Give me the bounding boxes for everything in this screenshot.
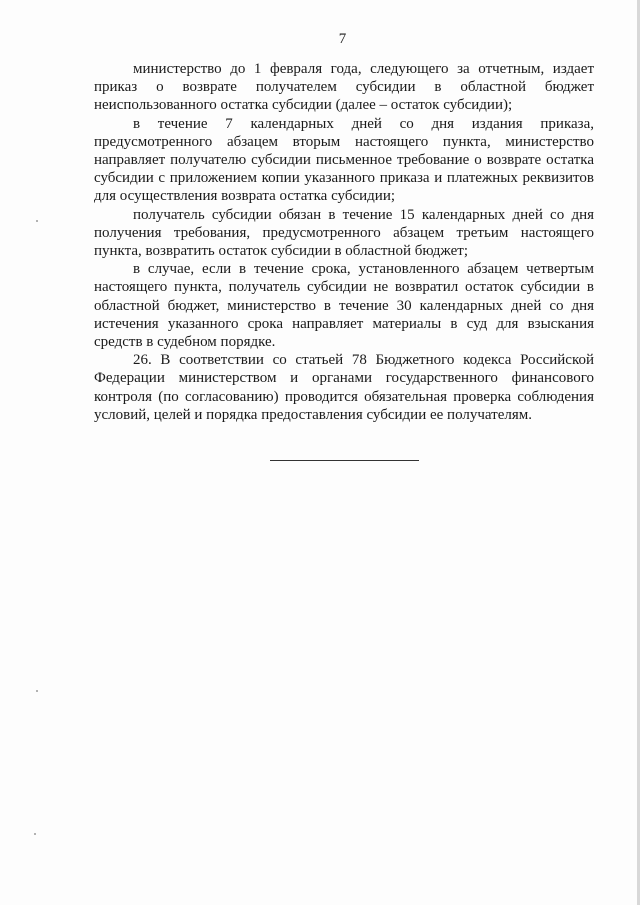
paragraph-written-demand: в течение 7 календарных дней со дня издания приказа, предусмотренного абзацем вторым настоящего пункта, министерство направляет получателю субсидии письменное требование о возврате остатка субсидии с приложением копии указанного приказа и платежных реквизитов для осуществления возврата остатка субсидии; [94, 115, 594, 205]
document-body [94, 60, 594, 424]
scan-speck [36, 690, 38, 692]
paragraph-item-26: 26. В соответствии со статьей 78 Бюджетного кодекса Российской Федерации министерством и органами государственного финансового контроля (по согласованию) проводится обязательная проверка соблюдения условий, целей и порядка предоставления субсидии ее получателям. [94, 352, 594, 423]
paragraph-court-recovery: в случае, если в течение срока, установленного абзацем четвертым настоящего пункта, получатель субсидии не возвратил остаток субсидии в областной бюджет, министерство в течение 30 календарных дней со дня истечения указанного срока направляет материалы в суд для взыскания средств в судебном порядке. [94, 261, 594, 351]
end-separator-line [270, 460, 419, 461]
scan-speck [34, 833, 36, 835]
paragraph-recipient-return: получатель субсидии обязан в течение 15 календарных дней со дня получения требования, предусмотренного абзацем третьим настоящего пункта, возвратить остаток субсидии в областной бюджет; [94, 206, 594, 260]
page-number: 7 [338, 31, 347, 47]
paragraph-ministry-order: министерство до 1 февраля года, следующего за отчетным, издает приказ о возврате получателем субсидии в областной бюджет неиспользованного остатка субсидии (далее – остаток субсидии); [94, 61, 594, 114]
scan-speck [36, 220, 38, 222]
